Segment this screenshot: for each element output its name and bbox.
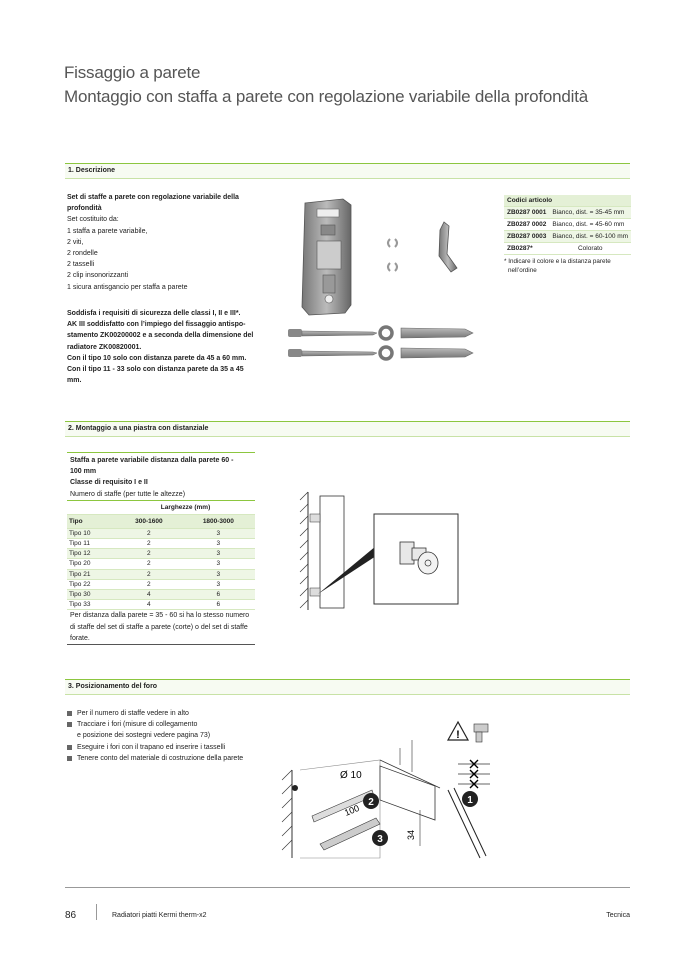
codes-footnote	[504, 257, 611, 275]
table-row: Tipo 12 2 3	[67, 549, 255, 559]
note-line: radiatore ZK00820001.	[67, 343, 142, 351]
svg-text:!: !	[456, 729, 460, 741]
note-line: stamento ZK00200002 e a seconda della dimensione del	[67, 332, 254, 340]
diameter-label: Ø 10	[340, 770, 362, 781]
table-row: Tipo 33 4 6	[67, 600, 255, 610]
table-row: Tipo 10 2 3	[67, 528, 255, 538]
screw-icon	[288, 329, 377, 337]
depth-label: 100	[343, 802, 361, 818]
set-item: Set costituito da:	[67, 216, 119, 224]
drilling-diagram	[280, 720, 495, 860]
step-2-badge	[363, 793, 379, 809]
list-item: Tenere conto del materiale di costruzione della parete	[67, 753, 297, 764]
spacer-mounting-diagram	[290, 490, 470, 615]
section-1-heading: 1. Descrizione	[65, 163, 630, 179]
washer-icon	[380, 327, 392, 339]
article-code: ZB0287 0001	[504, 207, 549, 219]
table-row: Tipo 11 2 3	[67, 539, 255, 549]
list-item: Eseguire i fori con il trapano ed inserire i tasselli	[67, 742, 297, 753]
article-desc: Bianco, dist. = 45-60 mm	[549, 219, 631, 231]
svg-text:3: 3	[377, 834, 383, 845]
note-line: Soddisfa i requisiti di sicurezza delle classi I, II e III*.	[67, 310, 241, 317]
table-row: Tipo 22 2 3	[67, 579, 255, 589]
section-3-heading: 3. Posizionamento del foro	[65, 679, 630, 695]
screw-icon	[288, 349, 377, 357]
svg-text:2: 2	[368, 797, 374, 808]
footer-divider	[65, 887, 630, 888]
hole-positioning-steps	[67, 708, 297, 764]
set-item: 2 rondelle	[67, 250, 98, 258]
description-block	[67, 192, 277, 293]
set-item: 2 clip insonorizzanti	[67, 272, 129, 280]
article-code: ZB0287 0003	[504, 231, 549, 243]
col-tipo: Tipo	[67, 514, 116, 528]
step-3-badge	[372, 830, 388, 846]
document-title: Radiatori piatti Kermi therm-x2	[112, 912, 207, 919]
safety-notes	[67, 308, 277, 386]
page-title: Fissaggio a parete	[64, 63, 201, 82]
svg-text:1: 1	[467, 795, 473, 806]
wall-plug-icon	[401, 328, 473, 338]
codes-header: Codici articolo	[504, 195, 631, 207]
washer-icon	[380, 347, 392, 359]
no-pipe-cables-icons	[458, 760, 490, 788]
note-line: Con il tipo 11 - 33 solo con distanza parete da 35 a 45	[67, 366, 244, 374]
list-item: Per il numero di staffe vedere in alto	[67, 708, 297, 719]
list-item: e posizione dei sostegni vedere pagina 73)	[77, 732, 211, 740]
article-desc: Bianco, dist. = 60-100 mm	[549, 231, 631, 243]
widths-header: Larghezze (mm)	[116, 501, 255, 515]
article-desc: Bianco, dist. = 35-45 mm	[549, 207, 631, 219]
set-item: 2 viti,	[67, 238, 84, 246]
article-code: ZB0287*	[504, 243, 549, 255]
bracket-count-table	[67, 501, 255, 611]
description-title: Set di staffe a parete con regolazione variabile della	[67, 194, 239, 201]
table-row: Tipo 30 4 6	[67, 590, 255, 600]
article-desc: Colorato	[549, 243, 631, 255]
col-width-a: 300-1600	[116, 514, 182, 528]
footer-separator	[96, 904, 97, 920]
footnote-line: * Indicare il colore e la distanza parete	[504, 258, 611, 265]
box-subtitle: Numero di staffe (per tutte le altezze)	[67, 489, 255, 501]
requirement-class: Classe di requisito I e II	[70, 479, 148, 487]
note-line: mm.	[67, 377, 82, 385]
page-subtitle: Montaggio con staffa a parete con regolazione variabile della profondità	[64, 87, 588, 106]
height-label: 34	[406, 829, 416, 840]
article-codes-table	[504, 195, 631, 255]
page-number: 86	[65, 910, 77, 921]
note-line: AK III soddisfatto con l’impiego del fissaggio antispo-	[67, 321, 246, 329]
set-item: 2 tasselli	[67, 261, 95, 269]
set-item: 1 staffa a parete variabile,	[67, 227, 148, 235]
bracket-set-illustration	[285, 195, 485, 370]
drill-icon	[474, 724, 488, 742]
set-item: 1 sicura antisgancio per staffa a parete	[67, 283, 188, 291]
warning-icon	[448, 722, 468, 741]
table-row: Tipo 21 2 3	[67, 569, 255, 579]
wall-plug-icon	[401, 348, 473, 358]
section-2-heading: 2. Montaggio a una piastra con distanziale	[65, 421, 630, 437]
box-title: Staffa a parete variabile distanza dalla parete 60 -	[70, 457, 234, 464]
box-title-cont: 100 mm	[70, 468, 97, 476]
article-code: ZB0287 0002	[504, 219, 549, 231]
list-item: Tracciare i fori (misure di collegamento	[67, 719, 297, 730]
bracket-count-box	[67, 452, 255, 645]
description-title-cont: profondità	[67, 205, 102, 213]
col-width-b: 1800-3000	[182, 514, 255, 528]
footnote-line: nell’ordine	[508, 267, 537, 274]
table-row: Tipo 20 2 3	[67, 559, 255, 569]
section-name: Tecnica	[606, 912, 630, 919]
step-1-badge	[462, 791, 478, 807]
spacing-note: Per distanza dalla parete = 35 - 60 si ha lo stesso numero di staffe del set di staffe a parete (corte) o del set di staffe forate.	[67, 610, 255, 645]
note-line: Con il tipo 10 solo con distanza parete da 45 a 60 mm.	[67, 354, 247, 362]
